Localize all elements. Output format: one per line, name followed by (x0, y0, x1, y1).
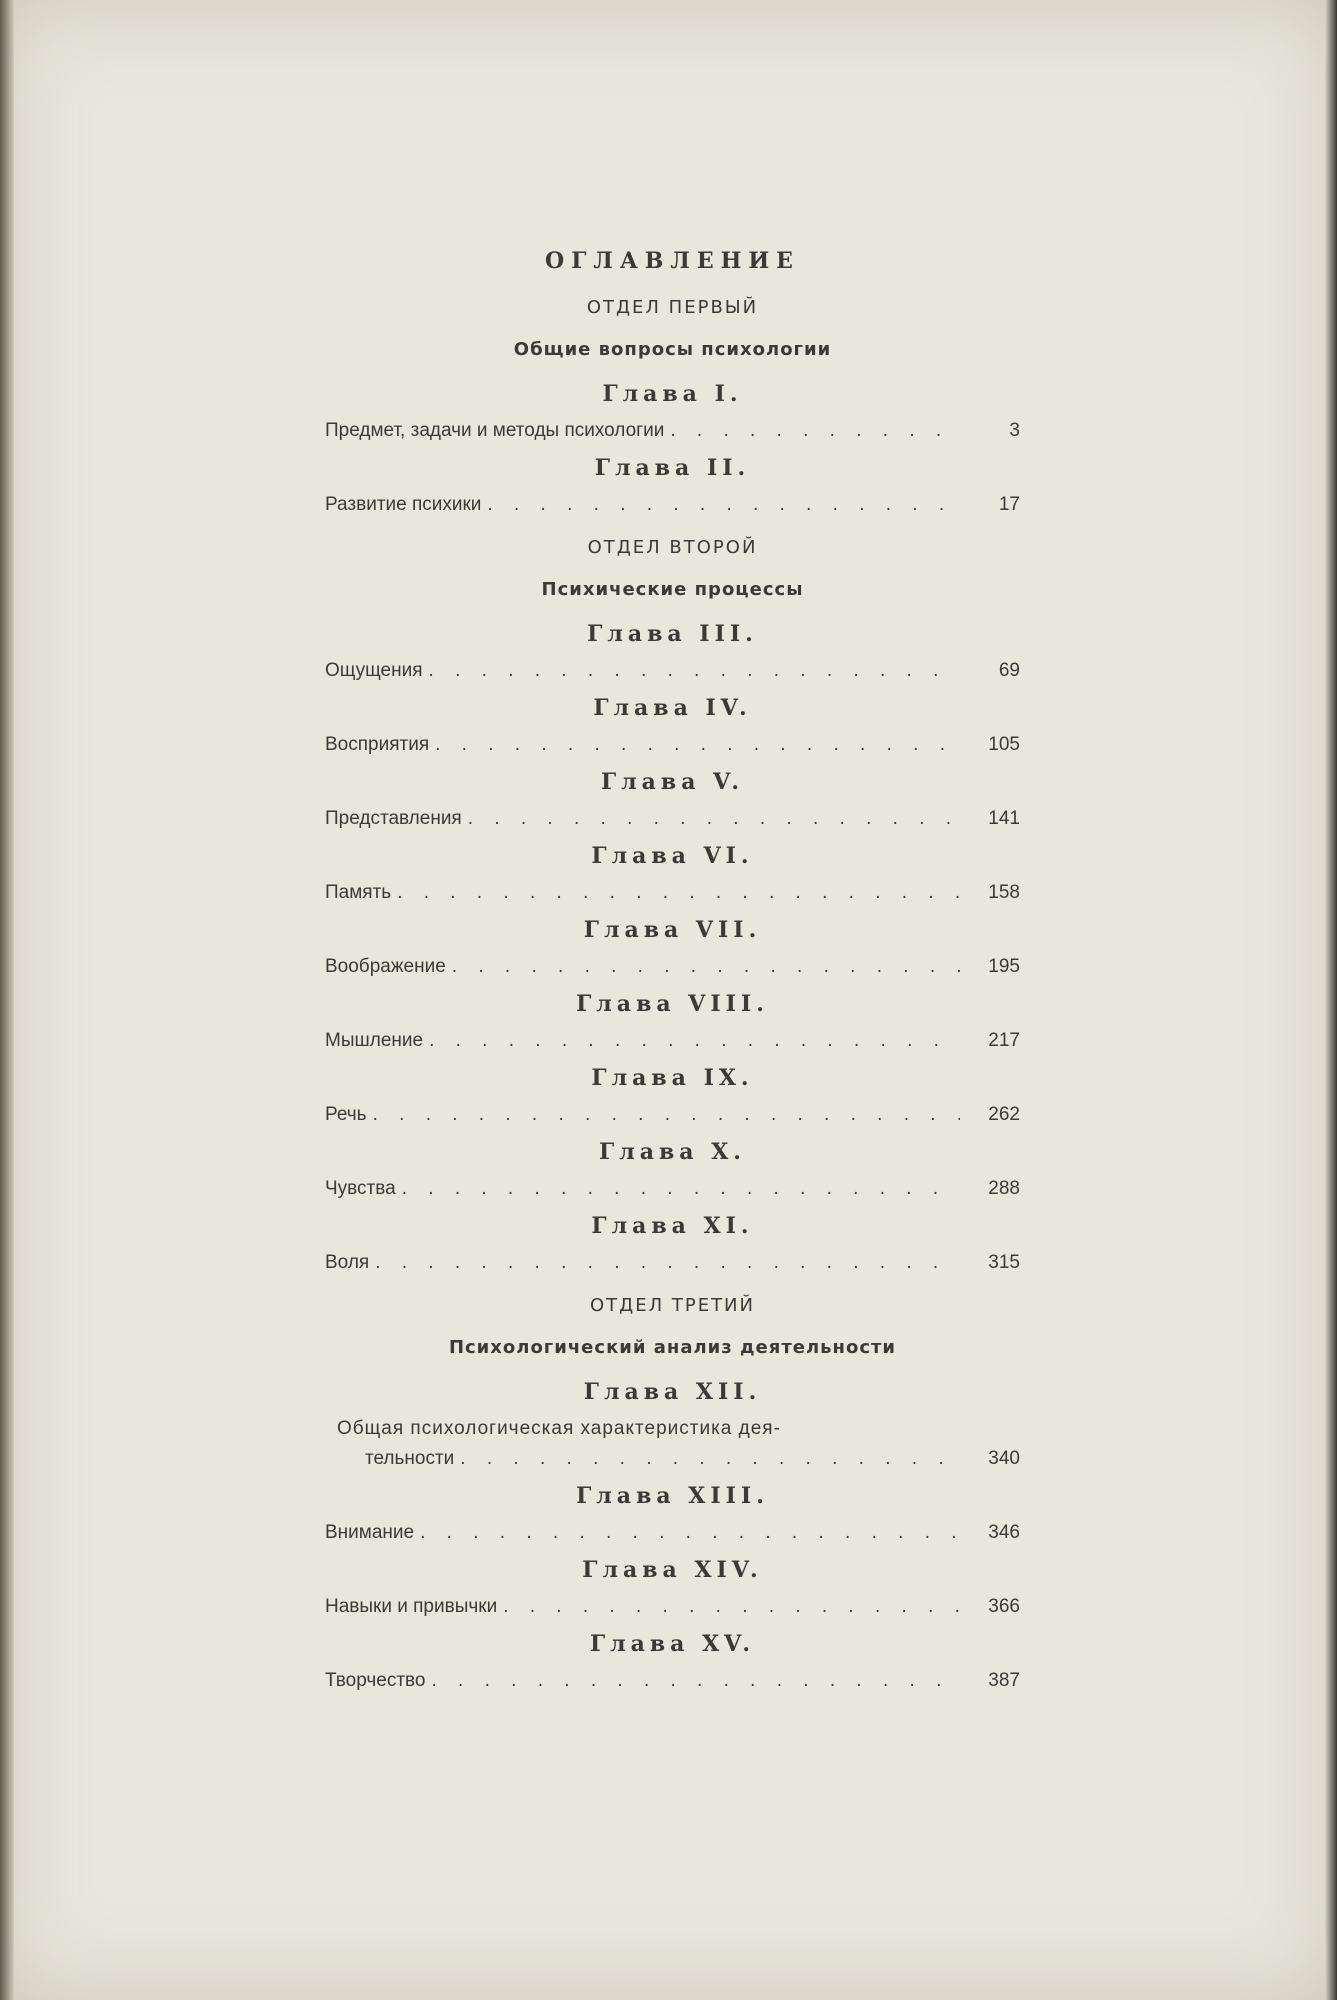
chapter-heading: Глава VIII. (576, 991, 769, 1017)
chapter-6 (325, 840, 1020, 908)
entry-title: Воображение (325, 956, 446, 977)
page-number: 195 (988, 956, 1020, 977)
toc-entry[interactable] (325, 878, 1020, 908)
page-number: 288 (988, 1178, 1020, 1199)
page-left-edge (0, 0, 14, 2000)
chapter-heading: Глава VII. (583, 917, 762, 943)
page-number: 105 (988, 734, 1020, 755)
page-number: 3 (1009, 420, 1020, 441)
toc-entry[interactable] (325, 416, 1020, 446)
part-subtitle: Психологический анализ деятельности (448, 1337, 897, 1358)
entry-title: Чувства (325, 1178, 396, 1199)
dot-leader (460, 1444, 960, 1474)
entry-title: Память (325, 882, 392, 903)
chapter-2 (325, 452, 1020, 520)
chapter-12 (325, 1376, 1020, 1474)
chapter-10 (325, 1136, 1020, 1204)
toc-title: ОГЛАВЛЕНИЕ (545, 248, 800, 274)
part-2 (325, 534, 1020, 1278)
entry-title: Мышление (325, 1030, 424, 1051)
chapter-1 (325, 378, 1020, 446)
dot-leader (452, 952, 960, 982)
dot-leader (487, 490, 960, 520)
toc-entry[interactable] (325, 1666, 1020, 1696)
part-heading: ОТДЕЛ ВТОРОЙ (587, 537, 758, 558)
dot-leader (435, 730, 960, 760)
entry-title: Ощущения (325, 660, 423, 681)
chapter-heading: Глава IV. (593, 695, 752, 721)
dot-leader (397, 878, 960, 908)
part-subtitle: Психические процессы (541, 579, 804, 600)
entry-title-line-1[interactable]: Общая психологическая характеристика дея- (337, 1418, 781, 1439)
dot-leader (431, 1666, 960, 1696)
page-number: 158 (988, 882, 1020, 903)
dot-leader (373, 1100, 960, 1130)
page-number: 387 (988, 1670, 1020, 1691)
chapter-heading: Глава IX. (591, 1065, 754, 1091)
chapter-11 (325, 1210, 1020, 1278)
chapter-4 (325, 692, 1020, 760)
chapter-heading: Глава XI. (591, 1213, 754, 1239)
dot-leader (375, 1248, 960, 1278)
chapter-9 (325, 1062, 1020, 1130)
toc-entry[interactable] (325, 730, 1020, 760)
page-number: 340 (988, 1448, 1020, 1469)
chapter-heading: Глава XIV. (582, 1557, 763, 1583)
entry-title: Восприятия (325, 734, 430, 755)
toc-entry[interactable] (325, 1248, 1020, 1278)
entry-title: Предмет, задачи и методы психологии (325, 420, 665, 441)
entry-title: Воля (325, 1252, 370, 1273)
entry-title: Представления (325, 808, 462, 829)
part-3 (325, 1292, 1020, 1696)
page-number: 217 (988, 1030, 1020, 1051)
chapter-5 (325, 766, 1020, 834)
entry-title: Навыки и привычки (325, 1596, 498, 1617)
chapter-heading: Глава I. (602, 381, 743, 407)
chapter-8 (325, 988, 1020, 1056)
dot-leader (670, 416, 960, 446)
page-number: 315 (988, 1252, 1020, 1273)
table-of-contents (325, 246, 1020, 1696)
dot-leader (429, 656, 960, 686)
dot-leader (468, 804, 960, 834)
chapter-heading: Глава II. (594, 455, 751, 481)
toc-entry[interactable] (325, 1592, 1020, 1622)
dot-leader (420, 1518, 960, 1548)
entry-title: Творчество (325, 1670, 426, 1691)
part-heading: ОТДЕЛ ТРЕТИЙ (589, 1295, 755, 1316)
dot-leader (503, 1592, 960, 1622)
dot-leader (402, 1174, 960, 1204)
chapter-heading: Глава VI. (591, 843, 754, 869)
chapter-3 (325, 618, 1020, 686)
dot-leader (429, 1026, 960, 1056)
page-number: 141 (988, 808, 1020, 829)
entry-title: Внимание (325, 1522, 415, 1543)
toc-entry[interactable] (325, 656, 1020, 686)
chapter-heading: Глава V. (600, 769, 745, 795)
page-number: 69 (998, 660, 1020, 681)
entry-title: Развитие психики (325, 494, 482, 515)
entry-title: тельности (365, 1448, 455, 1469)
toc-entry[interactable] (325, 804, 1020, 834)
toc-entry[interactable] (325, 1444, 1020, 1474)
toc-entry[interactable] (325, 1174, 1020, 1204)
part-1 (325, 294, 1020, 520)
toc-entry[interactable] (325, 1026, 1020, 1056)
page-number: 366 (988, 1596, 1020, 1617)
entry-title: Речь (325, 1104, 367, 1125)
toc-entry[interactable] (325, 952, 1020, 982)
chapter-7 (325, 914, 1020, 982)
toc-entry[interactable] (325, 490, 1020, 520)
chapter-15 (325, 1628, 1020, 1696)
chapter-14 (325, 1554, 1020, 1622)
page-number: 262 (988, 1104, 1020, 1125)
page-number: 346 (988, 1522, 1020, 1543)
chapter-heading: Глава III. (587, 621, 758, 647)
toc-entry[interactable] (325, 1518, 1020, 1548)
part-heading: ОТДЕЛ ПЕРВЫЙ (586, 297, 759, 318)
page-right-edge (1325, 0, 1337, 2000)
chapter-heading: Глава X. (599, 1139, 746, 1165)
page-number: 17 (998, 494, 1020, 515)
toc-entry[interactable] (325, 1100, 1020, 1130)
chapter-13 (325, 1480, 1020, 1548)
part-subtitle: Общие вопросы психологии (513, 339, 832, 360)
chapter-heading: Глава XIII. (576, 1483, 769, 1509)
chapter-heading: Глава XV. (589, 1631, 756, 1657)
chapter-heading: Глава XII. (583, 1379, 762, 1405)
